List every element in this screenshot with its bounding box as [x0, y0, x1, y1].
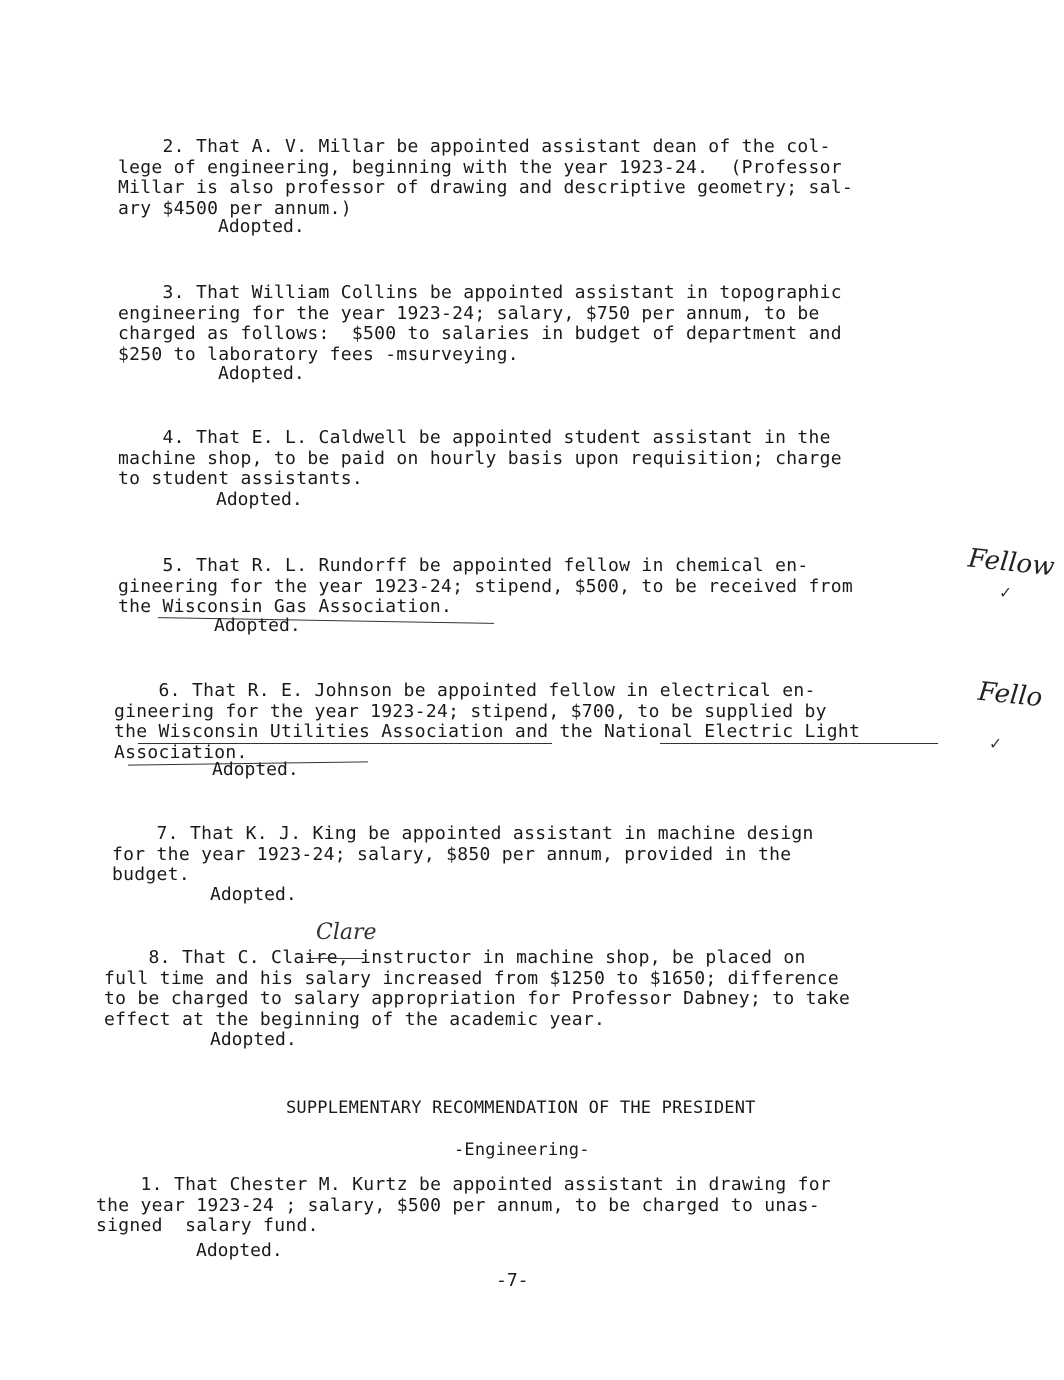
- item-6-underline-2: [660, 743, 938, 744]
- item-7-line-3: budget.: [112, 864, 190, 885]
- item-2-line-4: ary $4500 per annum.): [118, 197, 352, 219]
- item-8-line-1: 8. That C. Claire, instructor in machine shop, be placed on: [104, 947, 806, 968]
- item-7-text: [112, 824, 814, 886]
- item-3-adopted: Adopted.: [218, 363, 305, 384]
- item-6-line-4: Association.: [114, 741, 248, 763]
- item-7-line-2: for the year 1923-24; salary, $850 per annum, provided in the: [112, 843, 792, 865]
- item-5-line-3: the Wisconsin Gas Association.: [118, 596, 453, 617]
- item-4-line-3: to student assistants.: [118, 468, 364, 489]
- handwritten-correction-clare: Clare: [316, 920, 377, 945]
- item-6-underline-1: [138, 743, 552, 744]
- item-8-line-2: full time and his salary increased from $1250 to $1650; difference: [104, 967, 840, 989]
- item-3-line-3: charged as follows: $500 to salaries in budget of department and: [118, 323, 842, 344]
- supplementary-heading: SUPPLEMENTARY RECOMMENDATION OF THE PRESIDENT: [286, 1098, 756, 1118]
- check-mark-1-icon: ✓: [1000, 582, 1011, 603]
- item-8-line-3: to be charged to salary appropriation for Professor Dabney; to take: [104, 988, 851, 1009]
- item-4-line-1: 4. That E. L. Caldwell be appointed student assistant in the: [118, 427, 831, 448]
- supplementary-item-1-text: [96, 1175, 831, 1237]
- margin-note-fellow-1: Fellow: [966, 543, 1056, 583]
- item-4-line-2: machine shop, to be paid on hourly basis upon requisition; charge: [118, 447, 842, 469]
- item-3-line-4: $250 to laboratory fees -msurveying.: [118, 343, 519, 365]
- item-8-text: [104, 948, 850, 1030]
- margin-note-fellow-2: Fello: [976, 676, 1044, 714]
- item-7-adopted: Adopted.: [210, 884, 297, 905]
- item-6-line-2: gineering for the year 1923-24; stipend, $700, to be supplied by: [114, 700, 827, 722]
- item-2-line-3: Millar is also professor of drawing and descriptive geometry; sal-: [118, 177, 854, 198]
- check-mark-2-icon: ✓: [990, 733, 1001, 754]
- item-8-adopted: Adopted.: [210, 1029, 297, 1050]
- item-2-adopted: Adopted.: [218, 216, 305, 237]
- item-8-line-4: effect at the beginning of the academic year.: [104, 1008, 606, 1030]
- item-6-line-3: the Wisconsin Utilities Association and the National Electric Light: [114, 721, 861, 742]
- strike-claire: [308, 958, 364, 959]
- item-3-line-2: engineering for the year 1923-24; salary, $750 per annum, to be: [118, 302, 820, 324]
- item-4-text: [118, 428, 842, 490]
- supplementary-subheading: -Engineering-: [454, 1140, 590, 1160]
- item-2-line-1: 2. That A. V. Millar be appointed assistant dean of the col-: [118, 136, 831, 157]
- item-5-text: [118, 556, 853, 618]
- item-6-adopted: Adopted.: [212, 759, 299, 780]
- supplementary-line-3: signed salary fund.: [96, 1215, 319, 1236]
- item-2-text: [118, 137, 853, 219]
- item-6-line-1: 6. That R. E. Johnson be appointed fellow in electrical en-: [114, 680, 816, 701]
- item-5-line-2: gineering for the year 1923-24; stipend, $500, to be received from: [118, 575, 854, 597]
- supplementary-line-1: 1. That Chester M. Kurtz be appointed assistant in drawing for: [96, 1174, 832, 1195]
- item-4-adopted: Adopted.: [216, 489, 303, 510]
- supplementary-adopted: Adopted.: [196, 1240, 283, 1261]
- item-2-line-2: lege of engineering, beginning with the year 1923-24. (Professor: [118, 156, 842, 178]
- item-6-text: [114, 681, 860, 763]
- item-5-adopted: Adopted.: [214, 615, 301, 636]
- supplementary-line-2: the year 1923-24 ; salary, $500 per annum, to be charged to unas-: [96, 1194, 820, 1216]
- item-3-line-1: 3. That William Collins be appointed assistant in topographic: [118, 282, 842, 303]
- item-7-line-1: 7. That K. J. King be appointed assistant in machine design: [112, 823, 814, 844]
- page-number: -7-: [496, 1270, 529, 1291]
- item-5-line-1: 5. That R. L. Rundorff be appointed fellow in chemical en-: [118, 555, 809, 576]
- item-3-text: [118, 283, 842, 365]
- item-5-underline: [158, 617, 494, 624]
